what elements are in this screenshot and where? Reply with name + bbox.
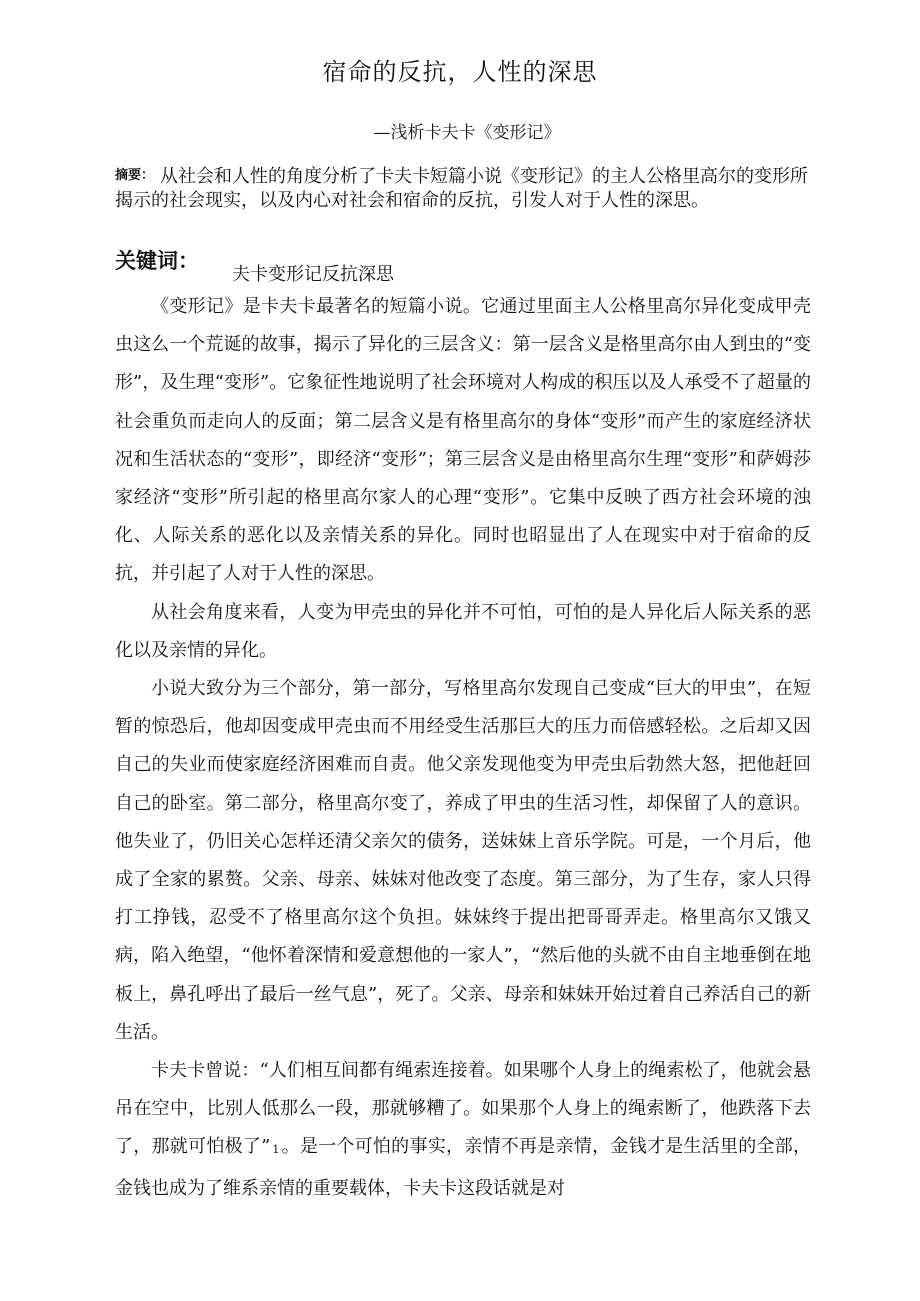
abstract-label: 摘要： bbox=[115, 168, 155, 183]
body-text bbox=[115, 288, 811, 1208]
document-title: 宿命的反抗，人性的深思 bbox=[322, 58, 598, 86]
paragraph: 小说大致分为三个部分，第一部分，写格里高尔发现自己变成“巨大的甲虫”，在短暂的惊恐后，他却因变成甲壳虫而不用经受生活那巨大的压力而倍感轻松。之后却又因自己的失业而使家庭经济困难而自责。他父亲发现他变为甲壳虫后勃然大怒，把他赶回自己的卧室。第二部分，格里高尔变了，养成了甲虫的生活习性，却保留了人的意识。他失业了，仍旧关心怎样还清父亲欠的债务，送妹妹上音乐学院。可是，一个月后，他成了全家的累赘。父亲、母亲、妹妹对他改变了态度。第三部分，为了生存，家人只得打工挣钱，忍受不了格里高尔这个负担。妹妹终于提出把哥哥弄走。格里高尔又饿又病，陷入绝望，“他怀着深情和爱意想他的一家人”，“然后他的头就不由自主地垂倒在地板上，鼻孔呼出了最后一丝气息”，死了。父亲、母亲和妹妹开始过着自己养活自己的新生活。 bbox=[115, 678, 811, 1043]
quote-text: 卡夫卡曾说：“人们相互间都有绳索连接着。如果哪个人身上的绳索松了，他就会悬吊在空中，比别人低那么一段，那就够糟了。如果那个人身上的绳索断了，他跌落下去了，那就可怕极了” bbox=[115, 1060, 811, 1158]
quote-paragraph bbox=[115, 1052, 811, 1208]
quote-continuation: 。是一个可怕的事实，亲情不再是亲情，金钱才是生活里的全部，金钱也成为了维系亲情的重要载体，卡夫卡这段话就是对 bbox=[115, 1136, 812, 1199]
keywords-label: 关键词： bbox=[115, 249, 199, 273]
paragraph: 《变形记》是卡夫卡最著名的短篇小说。它通过里面主人公格里高尔异化变成甲壳虫这么一个荒诞的故事，揭示了异化的三层含义：第一层含义是格里高尔由人到虫的“变形”，及生理“变形”。它象征性地说明了社会环境对人构成的积压以及人承受不了超量的社会重负而走向人的反面；第二层含义是有格里高尔的身体“变形”而产生的家庭经济状况和生活状态的“变形”，即经济“变形”；第三层含义是由格里高尔生理“变形”和萨姆莎家经济“变形”所引起的格里高尔家人的心理“变形”。它集中反映了西方社会环境的浊化、人际关系的恶化以及亲情关系的异化。同时也昭显出了人在现实中对于宿命的反抗，并引起了人对于人性的深思。 bbox=[115, 296, 811, 585]
abstract bbox=[115, 164, 815, 213]
abstract-text: 从社会和人性的角度分析了卡夫卡短篇小说《变形记》的主人公格里高尔的变形所揭示的社会现实，以及内心对社会和宿命的反抗，引发人对于人性的深思。 bbox=[115, 166, 809, 211]
document-subtitle: —浅析卡夫卡《变形记》 bbox=[373, 123, 561, 143]
paragraph: 从社会角度来看，人变为甲壳虫的异化并不可怕，可怕的是人异化后人际关系的恶化以及亲情的异化。 bbox=[115, 601, 811, 661]
footnote-marker[interactable]: 1 bbox=[272, 1143, 280, 1157]
keywords-value: 夫卡变形记反抗深思 bbox=[232, 264, 394, 285]
